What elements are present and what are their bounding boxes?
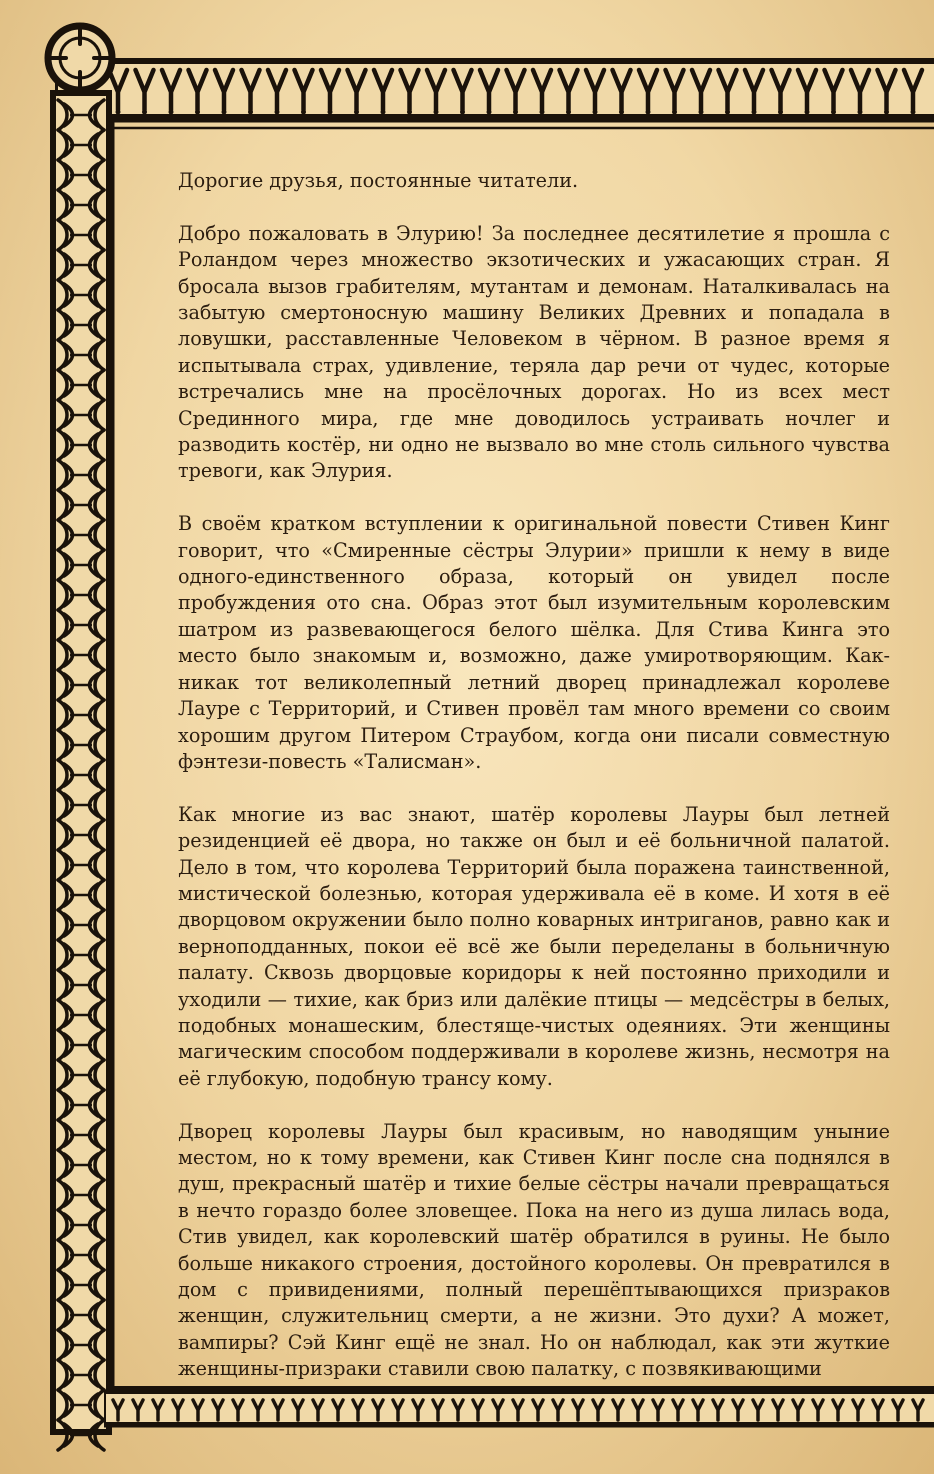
greeting: Дорогие друзья, постоянные читатели. [178, 169, 579, 192]
left-border-band [50, 90, 112, 1450]
corner-ring-icon [48, 26, 112, 90]
paragraph-1: Добро пожаловать в Элурию! За последнее десятилетие я прошла с Роландом через множество экзотических и ужасающих стран. Я бросала вызов грабителям, мутантам и демонам. Наталкивалась на забытую смертоносную машину Великих Древних и попадала в ловушки, расставленные Человеком в чёрном. В разное время я испытывала страх, удивление, теряла дар речи от чудес, которые встречались мне на просёлочных дорогах. Но из всех мест Срединного мира, где мне доводилось устраивать ночлег и разводить костёр, ни одно не вызвало во мне столь сильного чувства тревоги, как Элурия. [178, 221, 890, 483]
bottom-border-band [104, 1390, 934, 1426]
paragraph-4: Дворец королевы Лауры был красивым, но наводящим уныние местом, но к тому времени, как Стивен Кинг после сна поднялся в душ, прекрасный шатёр и тихие белые сёстры начали превращаться в нечто гораздо более зловещее. Пока на него из душа лилась вода, Стив увидел, как королевский шатёр обратился в руины. Не было больше никакого строения, достойного королевы. Он превратился в дом с привидениями, полный перешёптывающихся призраков женщин, служительниц смерти, а не жизни. Это духи? А может, вампиры? Сэй Кинг ещё не знал. Но он наблюдал, как эти жуткие женщины-призраки ставили свою палатку, с позвякивающими [178, 1119, 890, 1381]
paragraph-3: Как многие из вас знают, шатёр королевы Лауры был летней резиденцией её двора, но также он был и её больничной палатой. Дело в том, что королева Территорий была поражена таинственной, мистической болезнью, которая удерживала её в коме. И хотя в её дворцовом окружении было полно коварных интриганов, равно как и верноподданных, покои её всё же были переделаны в больничную палату. Сквозь дворцовые коридоры к ней постоянно приходили и уходили — тихие, как бриз или далёкие птицы — медсёстры в белых, подобных монашеским, блестяще-чистых одеяниях. Эти женщины магическим способом поддерживали в королеве жизнь, несмотря на её глубокую, подобную трансу кому. [178, 802, 890, 1090]
top-border-band [55, 58, 934, 120]
letter-body [178, 168, 890, 1383]
paragraph-2: В своём кратком вступлении к оригинальной повести Стивен Кинг говорит, что «Смиренные сёстры Элурии» пришли к нему в виде одного-единственного образа, который он увидел после пробуждения ото сна. Образ этот был изумительным королевским шатром из развевающегося белого шёлка. Для Стива Кинга это место было знакомым и, возможно, даже умиротворяющим. Как-никак тот великолепный летний дворец принадлежал королеве Лауре с Территорий, и Стивен провёл там много времени со своим хорошим другом Питером Страубом, когда они писали совместную фэнтези-повесть «Талисман». [178, 512, 890, 773]
